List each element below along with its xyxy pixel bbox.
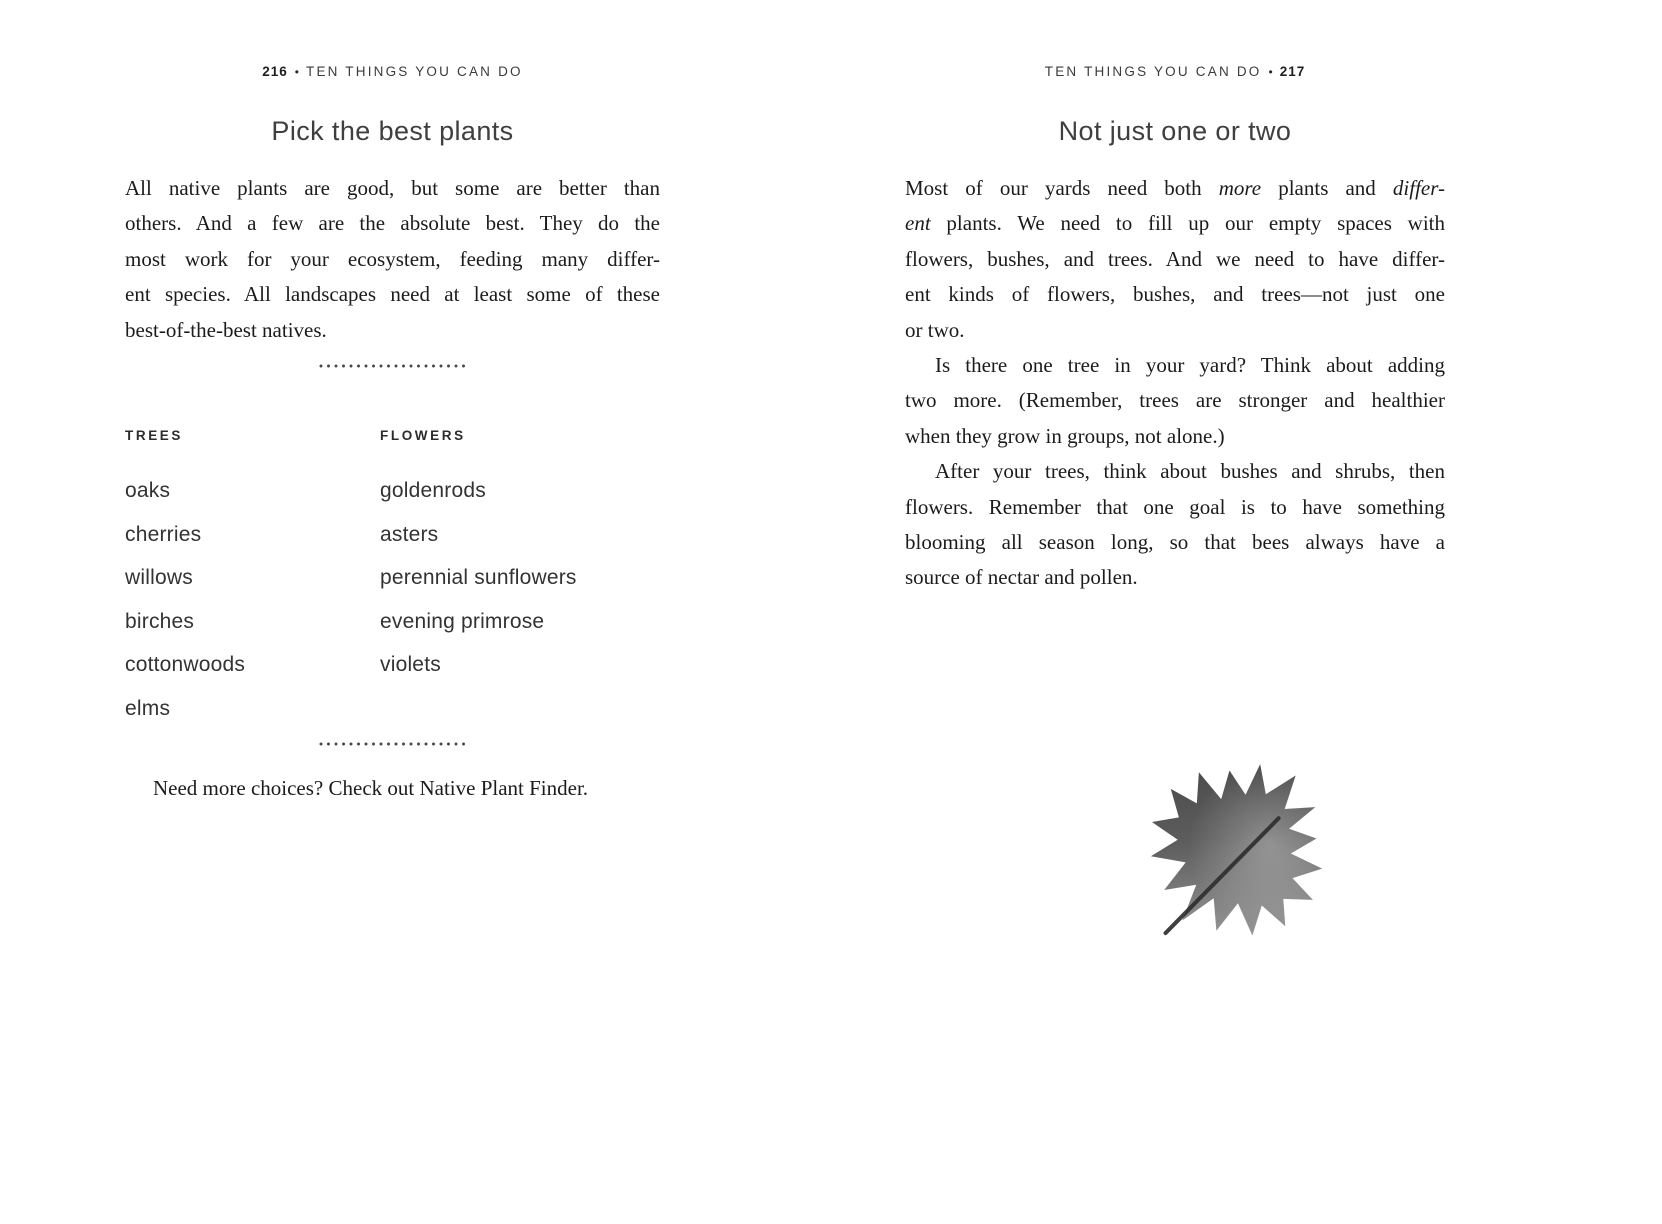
section-heading-left: Pick the best plants: [271, 116, 514, 146]
text-line: two more. (Remember, trees are stronger and healthier: [905, 388, 1445, 413]
list-item: violets: [380, 653, 441, 676]
separator-dot: •: [1268, 65, 1273, 79]
list-item: goldenrods: [380, 479, 486, 502]
text-line: After your trees, think about bushes and shrubs, then: [935, 459, 1445, 484]
running-head-left: [125, 64, 660, 79]
list-item: cottonwoods: [125, 653, 246, 676]
text-line: most work for your ecosystem, feeding many differ-: [125, 246, 660, 271]
flowers-list: [380, 428, 660, 687]
text-line: source of nectar and pollen.: [905, 565, 1138, 590]
text-line: All native plants are good, but some are better than: [125, 176, 660, 200]
text-line: blooming all season long, so that bees always have a: [905, 530, 1445, 555]
text-line: ent kinds of flowers, bushes, and trees—not just one: [905, 282, 1445, 307]
list-item: perennial sunflowers: [380, 566, 577, 589]
flowers-list-header: FLOWERS: [380, 428, 466, 443]
page-number-left: 216: [262, 64, 288, 79]
section-heading-right: Not just one or two: [1058, 116, 1292, 146]
text-line: Is there one tree in your yard? Think about adding: [935, 353, 1445, 378]
dotted-divider: [319, 742, 467, 746]
text-line: ent species. All landscapes need at least some of these: [125, 282, 660, 307]
text-line: or two.: [905, 317, 965, 342]
maple-leaf-illustration: [1127, 752, 1359, 957]
text-line: ent plants. We need to fill up our empty spaces with: [905, 211, 1445, 236]
running-head-title: TEN THINGS YOU CAN DO: [306, 64, 523, 79]
list-item: willows: [125, 566, 193, 589]
running-head-title: TEN THINGS YOU CAN DO: [1044, 64, 1262, 79]
list-item: cherries: [125, 522, 202, 546]
text-line: flowers. Remember that one goal is to have something: [905, 494, 1445, 519]
trees-list-header: TREES: [125, 428, 184, 443]
body-paragraphs: [905, 171, 1445, 596]
left-text-column: [125, 0, 660, 1224]
running-head-right: [905, 64, 1445, 79]
right-text-column: [905, 0, 1445, 1224]
page-right: [831, 0, 1662, 1224]
list-item: elms: [125, 696, 171, 720]
list-item: evening primrose: [380, 609, 545, 633]
separator-dot: •: [294, 65, 299, 79]
list-item: oaks: [125, 479, 171, 502]
list-item: birches: [125, 609, 195, 633]
text-line: flowers, bushes, and trees. And we need to have differ-: [905, 246, 1445, 271]
list-item: asters: [380, 522, 439, 546]
dotted-divider: [319, 364, 467, 368]
intro-paragraph: [125, 171, 660, 348]
trees-list: [125, 428, 375, 730]
page-number-right: 217: [1279, 64, 1306, 79]
text-line: Most of our yards need both more plants and differ-: [905, 176, 1445, 200]
text-line: when they grow in groups, not alone.): [905, 423, 1225, 448]
text-line: best-of-the-best natives.: [125, 317, 327, 342]
text-line: others. And a few are the absolute best. They do the: [125, 211, 660, 236]
footer-note: Need more choices? Check out Native Plant Finder.: [153, 776, 589, 800]
